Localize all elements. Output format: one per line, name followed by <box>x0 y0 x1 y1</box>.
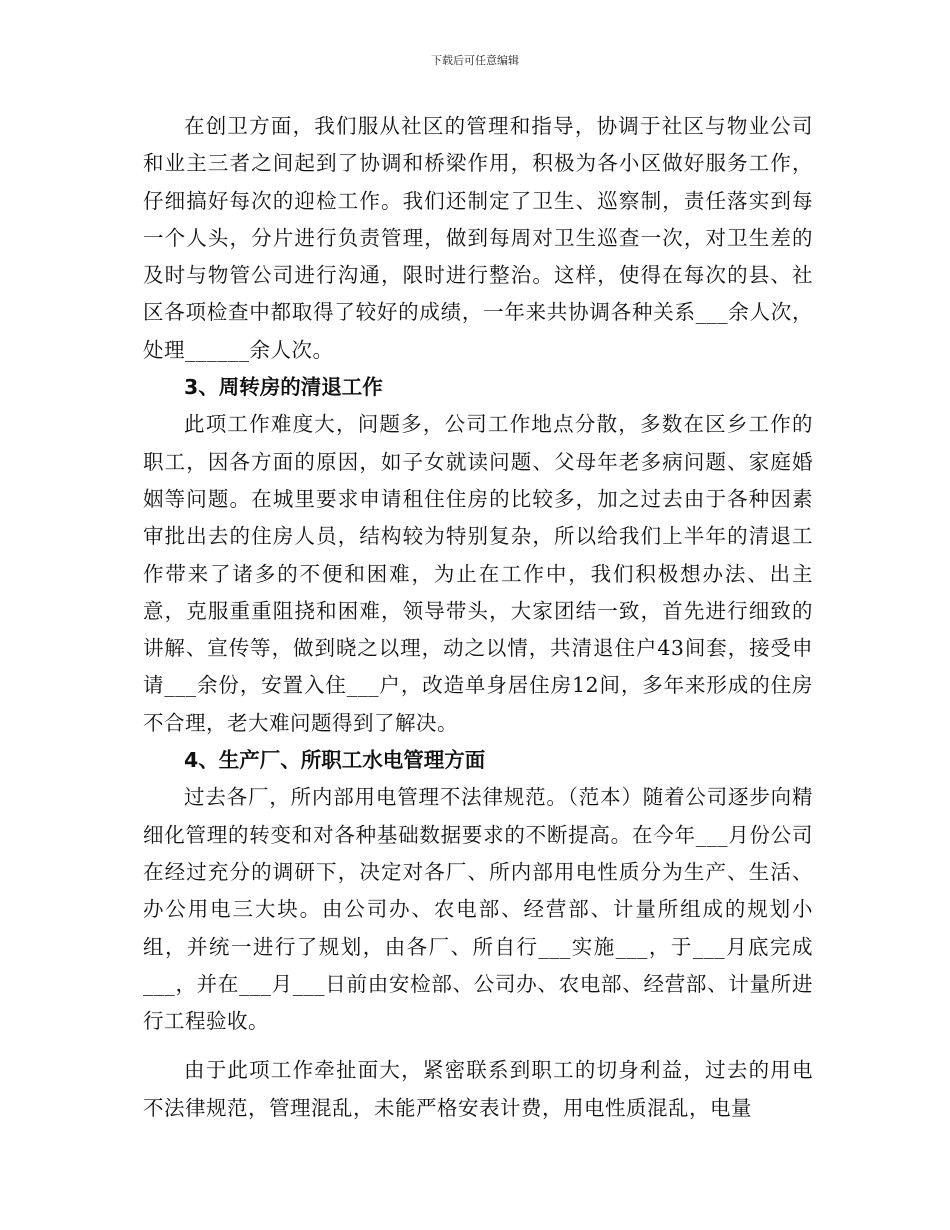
heading-housing-clearance: 3、周转房的清退工作 <box>184 375 383 400</box>
document-body <box>143 108 813 1127</box>
paragraph-sanitation: 在创卫方面，我们服从社区的管理和指导，协调于社区与物业公司和业主三者之间起到了协调和桥梁作用，积极为各小区做好服务工作，仔细搞好每次的迎检工作。我们还制定了卫生、巡察制，责任落实到每一个人头，分片进行负责管理，做到每周对卫生巡查一次，对卫生差的及时与物管公司进行沟通，限时进行整治。这样，使得在每次的县、社区各项检查中都取得了较好的成绩，一年来共协调各种关系___余人次，处理______余人次。 <box>143 114 813 362</box>
paragraph-utilities-continued: 由于此项工作牵扯面大，紧密联系到职工的切身利益，过去的用电不法律规范，管理混乱，未能严格安表计费，用电性质混乱，电量 <box>143 1058 813 1120</box>
page-header: 下载后可任意编辑 <box>431 54 519 67</box>
paragraph-spacer <box>143 1040 813 1052</box>
paragraph-housing-clearance: 此项工作难度大，问题多，公司工作地点分散，多数在区乡工作的职工，因各方面的原因，如子女就读问题、父母年老多病问题、家庭婚姻等问题。在城里要求申请租住住房的比较多，加之过去由于各种因素审批出去的住房人员，结构较为特别复杂，所以给我们上半年的清退工作带来了诸多的不便和困难，为止在工作中，我们积极想办法、出主意，克服重重阻挠和困难，领导带头，大家团结一致，首先进行细致的讲解、宣传等，做到晓之以理，动之以情，共清退住户43间套，接受申请___余份，安置入住___户，改造单身居住房12间，多年来形成的住房不合理，老大难问题得到了解决。 <box>143 412 813 735</box>
heading-utilities-management: 4、生产厂、所职工水电管理方面 <box>184 748 486 773</box>
paragraph-utilities-management: 过去各厂，所内部用电管理不法律规范。（范本）随着公司逐步向精细化管理的转变和对各种基础数据要求的不断提高。在今年___月份公司在经过充分的调研下，决定对各厂、所内部用电性质分为生产、生活、办公用电三大块。由公司办、农电部、经营部、计量所组成的规划小组，并统一进行了规划，由各厂、所自行___实施___，于___月底完成___，并在___月___日前由安检部、公司办、农电部、经营部、计量所进行工程验收。 <box>143 785 813 1034</box>
